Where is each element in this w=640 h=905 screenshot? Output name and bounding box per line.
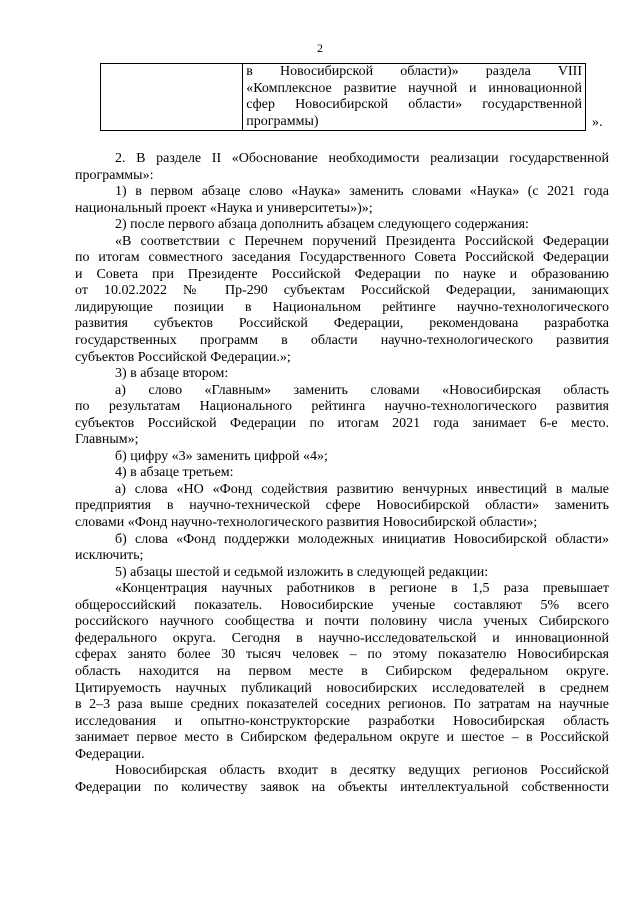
text-line: занимает первое место в Сибирском федеральном округе и шестое – в Российской [75,730,609,746]
text-line: 3) в абзаце втором: [115,366,229,382]
text-line: по результатам Национального рейтинга научно-технологического развития [75,399,609,415]
text-line: «Концентрация научных работников в регионе в 1,5 раза превышает [115,581,609,597]
text-line: Федерации. [75,746,145,762]
text-line: б) слова «Фонд поддержки молодежных инициатив Новосибирской области» [115,531,609,547]
table-closing-quote: ». [592,115,603,130]
table-cell-line: в Новосибирской области)» раздела VIII [246,64,582,79]
text-line: Главным»; [75,432,139,448]
text-line: Федерации по количеству заявок на объекты интеллектуальной собственности [75,779,609,795]
text-line: а) слово «Главным» заменить словами «Новосибирская область [115,382,609,398]
text-line: и Совета при Президенте Российской Федерации по науке и образованию [75,266,609,282]
text-line: исключить; [75,548,144,564]
text-line: лидирующие позиции в Национальном рейтинге научно-технологического [75,299,609,315]
table-cell-line: «Комплексное развитие научной и инновационной [246,80,582,96]
table-text-cell [243,64,586,131]
text-line: а) слова «НО «Фонд содействия развитию венчурных инвестиций в малые [115,481,609,497]
document-body [75,151,609,796]
text-line: от 10.02.2022 № Пр-290 субъектам Российской Федерации, занимающих [75,283,609,299]
text-line: российского научного сообщества и почти половину числа ученых Сибирского [75,614,609,630]
text-line: б) цифру «3» заменить цифрой «4»; [115,448,328,464]
text-line: 1) в первом абзаце слово «Наука» заменить словами «Наука» (с 2021 года [115,184,609,200]
text-line: Новосибирская область входит в десятку ведущих регионов Российской [115,763,609,779]
page-number: 2 [317,41,323,55]
text-line: словами «Фонд научно-технологического развития Новосибирской области»; [75,515,538,531]
text-line: область находится на первом месте в Сибирском федеральном округе. [75,663,609,679]
table-empty-cell [101,64,243,131]
text-line: 4) в абзаце третьем: [115,465,234,481]
text-line: в 2–3 раза выше средних показателей соседних регионов. По затратам на научные [75,697,609,713]
text-line: предприятия в научно-технической сфере Новосибирской области» заменить [75,498,609,514]
table-cell-line: программы) [246,113,319,129]
text-line: субъектов Российской Федерации по итогам 2021 года занимает 6-е место. [75,415,609,431]
table-cell-line: сфер Новосибирской области» государственной [246,97,582,112]
text-line: общероссийский показатель. Новосибирские ученые составляют 5% всего [75,597,609,613]
text-line: 2) после первого абзаца дополнить абзацем следующего содержания: [115,217,529,233]
text-line: исследования и опытно-конструкторские разработки Новосибирская область [75,713,609,729]
text-line: национальный проект «Наука и университеты»)»; [75,200,373,216]
text-line: по итогам совместного заседания Государственного Совета Российской Федерации [75,250,609,266]
text-line: федерального округа. Сегодня в научно-исследовательской и инновационной [75,630,609,646]
text-line: государственных программ в области научно-технологического развития [75,333,609,349]
text-line: сферах занято более 30 тысяч человек – по этому показателю Новосибирская [75,647,609,663]
text-line: 5) абзацы шестой и седьмой изложить в следующей редакции: [115,564,489,580]
text-line: Цитируемость научных публикаций новосибирских исследователей в среднем [75,680,609,696]
text-line: 2. В разделе II «Обоснование необходимости реализации государственной [115,151,609,166]
amendment-table [100,63,586,131]
text-line: субъектов Российской Федерации.»; [75,349,291,365]
text-line: «В соответствии с Перечнем поручений Президента Российской Федерации [115,233,609,249]
text-line: развития субъектов Российской Федерации, рекомендована разработка [75,316,609,332]
text-line: программы»: [75,167,154,183]
